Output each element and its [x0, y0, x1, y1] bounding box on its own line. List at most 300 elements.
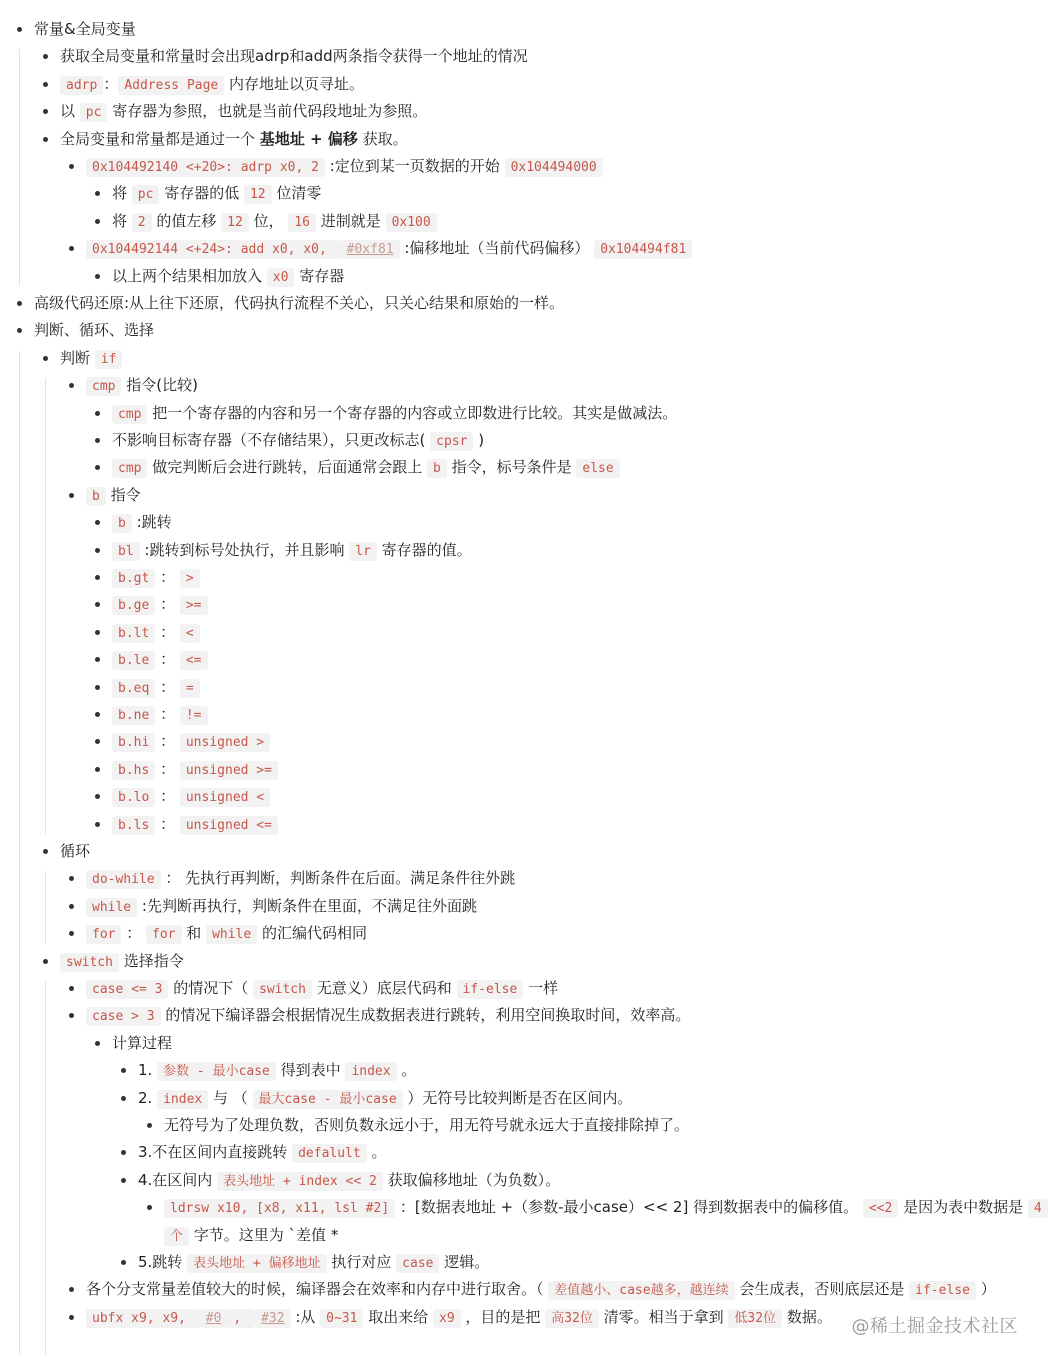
plain-text: ：	[121, 924, 147, 943]
list-item	[0, 317, 1050, 344]
inline-code: b.ne	[112, 706, 155, 725]
list-item	[0, 290, 1050, 317]
list-item	[0, 153, 1050, 180]
plain-text: ：	[155, 650, 180, 669]
plain-text: 一样	[523, 979, 559, 997]
bullet-icon	[95, 274, 100, 279]
bullet-icon	[69, 1287, 74, 1292]
plain-text: 高级代码还原:从上往下还原，代码执行流程不关心，只关心结果和原始的一样。	[34, 294, 565, 312]
list-item	[0, 263, 1050, 290]
inline-code: lr	[349, 542, 377, 561]
item-text	[60, 838, 90, 865]
item-text	[112, 537, 472, 565]
item-text	[138, 1085, 632, 1113]
plain-text: 全局变量和常量都是通过一个	[60, 129, 260, 148]
plain-text: 取出来给	[363, 1307, 433, 1326]
item-text	[112, 400, 677, 428]
item-text	[112, 811, 278, 839]
list-item	[0, 345, 1050, 372]
plain-text: 获取偏移地址（为负数）。	[382, 1170, 561, 1189]
inline-code: 差值越小、case越多，越连续	[548, 1281, 734, 1300]
plain-text: 字节。这里为 `差值 *	[189, 1225, 339, 1244]
item-text	[112, 674, 200, 702]
bullet-icon	[43, 82, 48, 87]
plain-text: 4.在区间内	[138, 1170, 218, 1189]
plain-text: 执行对应	[326, 1253, 397, 1271]
inline-code: if-else	[457, 980, 524, 999]
inline-code: 个	[164, 1227, 189, 1246]
plain-text: 会生成表，否则底层还是	[734, 1280, 910, 1299]
inline-code: 低32位	[728, 1309, 782, 1328]
list-item	[0, 646, 1050, 673]
item-text	[60, 345, 122, 373]
list-item	[0, 180, 1050, 207]
item-text	[112, 783, 270, 811]
plain-text: 做完判断后会进行跳转，后面通常会跟上	[147, 458, 428, 477]
plain-text: ：	[155, 787, 180, 806]
item-text	[60, 43, 528, 70]
bullet-icon	[95, 602, 100, 607]
indent-guide	[45, 981, 46, 1355]
plain-text: ：	[155, 759, 180, 778]
bullet-icon	[69, 876, 74, 881]
inline-code: case > 3	[86, 1007, 161, 1026]
inline-code: b.hs	[112, 761, 155, 780]
item-text	[112, 591, 208, 619]
item-text	[34, 317, 154, 344]
list-item	[0, 728, 1050, 755]
bullet-icon	[95, 822, 100, 827]
inline-code: while	[206, 925, 257, 944]
list-item	[0, 509, 1050, 536]
plain-text: 将	[112, 211, 132, 230]
inline-code: if	[95, 350, 123, 369]
item-text	[112, 728, 270, 756]
bullet-icon	[43, 959, 48, 964]
list-item	[0, 1057, 1050, 1084]
inline-code: do-while	[86, 870, 161, 889]
inline-code: unsigned >=	[180, 761, 278, 780]
plain-text: ：	[155, 595, 180, 614]
list-item	[0, 235, 1050, 262]
item-text	[112, 619, 200, 647]
plain-text: 寄存器	[294, 266, 345, 285]
inline-code: ubfx x9, x9,	[86, 1309, 200, 1328]
item-text	[112, 427, 484, 455]
inline-link[interactable]: #0	[200, 1309, 228, 1328]
inline-code: case <= 3	[86, 980, 168, 999]
list-item	[0, 208, 1050, 235]
plain-text: 5.跳转	[138, 1253, 188, 1271]
list-item	[0, 454, 1050, 481]
inline-code: >=	[180, 596, 208, 615]
inline-code: unsigned <	[180, 788, 270, 807]
plain-text: )	[473, 431, 485, 449]
bullet-icon	[95, 657, 100, 662]
inline-code: adrp	[60, 76, 103, 95]
bullet-icon	[95, 438, 100, 443]
inline-code: 最大case - 最小case	[253, 1090, 403, 1109]
plain-text: 进制就是	[316, 211, 386, 230]
item-text	[112, 756, 278, 784]
inline-code: if-else	[909, 1281, 976, 1300]
inline-code: b.ge	[112, 596, 155, 615]
inline-link[interactable]: #32	[255, 1309, 290, 1328]
bullet-icon	[121, 1178, 126, 1183]
list-item	[0, 71, 1050, 98]
inline-code: b	[427, 459, 447, 478]
plain-text: 。	[366, 1143, 387, 1162]
plain-text: 数据。	[782, 1307, 832, 1326]
inline-code: b.le	[112, 651, 155, 670]
plain-text: 计算过程	[112, 1033, 173, 1052]
list-item	[0, 1139, 1050, 1166]
inline-code: 0x104492140 <+20>: adrp x0, 2	[86, 158, 325, 177]
inline-code: <	[180, 624, 200, 643]
item-text	[138, 1167, 560, 1195]
bullet-icon	[121, 1260, 126, 1265]
plain-text: 指令(比较)	[121, 376, 198, 395]
item-text	[86, 482, 141, 510]
plain-text: ，目的是把	[460, 1307, 546, 1326]
inline-code: 0x104494f81	[594, 240, 692, 259]
list-item	[0, 482, 1050, 509]
plain-text: 判断、循环、选择	[34, 321, 155, 340]
plain-text: 的情况下编译器会根据情况生成数据表进行跳转，利用空间换取时间，效率高。	[160, 1006, 691, 1025]
bullet-icon	[95, 548, 100, 553]
list-item	[0, 400, 1050, 427]
item-text	[60, 948, 184, 976]
item-text	[112, 701, 208, 729]
plain-text: 清零。相当于拿到	[598, 1307, 729, 1326]
inline-code: else	[576, 459, 619, 478]
bullet-icon	[43, 54, 48, 59]
inline-code: ,	[227, 1309, 255, 1328]
plain-text: :定位到某一页数据的开始	[324, 157, 505, 175]
bullet-icon	[95, 767, 100, 772]
plain-text: 寄存器的值。	[376, 540, 472, 559]
list-item	[0, 1222, 1050, 1249]
list-item	[0, 674, 1050, 701]
inline-code: cmp	[86, 377, 121, 396]
inline-code: b.eq	[112, 679, 155, 698]
plain-text: ）无符号比较判断是否在区间内。	[402, 1088, 633, 1107]
item-text	[86, 1002, 690, 1030]
inline-code: b.lo	[112, 788, 155, 807]
plain-text: 各个分支常量差值较大的时候，编译器会在效率和内存中进行取舍。（	[86, 1280, 549, 1299]
inline-code: 2	[132, 213, 152, 232]
list-item	[0, 948, 1050, 975]
bullet-icon	[147, 1205, 152, 1210]
bullet-icon	[69, 493, 74, 498]
inline-code: index	[157, 1090, 208, 1109]
bullet-icon	[69, 1013, 74, 1018]
plain-text: 寄存器的低	[159, 184, 244, 203]
list-item	[0, 920, 1050, 947]
bullet-icon	[43, 849, 48, 854]
inline-code: unsigned <=	[180, 816, 278, 835]
plain-text: 选择指令	[118, 951, 184, 970]
plain-text: ： 先执行再判断，判断条件在后面。满足条件往外跳	[160, 869, 516, 888]
plain-text: 将	[112, 184, 132, 203]
inline-code: 参数 - 最小case	[157, 1062, 276, 1081]
plain-text: 指令	[105, 485, 141, 504]
inline-code: 表头地址 + 偏移地址	[187, 1254, 326, 1273]
bold-text: 基地址 + 偏移	[259, 129, 358, 148]
plain-text: :跳转	[131, 513, 172, 532]
bullet-icon	[121, 1096, 126, 1101]
list-item	[0, 427, 1050, 454]
item-text	[112, 646, 208, 674]
plain-text: 的情况下（	[168, 979, 253, 997]
inline-code: cpsr	[430, 432, 473, 451]
plain-text: 获取全局变量和常量时会出现adrp和add两条指令获得一个地址的情况	[60, 47, 528, 66]
bullet-icon	[17, 301, 22, 306]
plain-text: :从	[290, 1307, 321, 1326]
list-item	[0, 1276, 1050, 1303]
plain-text: ：	[155, 677, 180, 696]
list-item	[0, 1002, 1050, 1029]
bullet-icon	[43, 356, 48, 361]
plain-text: ：	[155, 705, 180, 723]
bullet-icon	[95, 520, 100, 525]
item-text	[112, 509, 172, 537]
item-text	[112, 180, 321, 208]
inline-code: bl	[112, 542, 140, 561]
inline-code: 12	[221, 213, 249, 232]
item-text	[86, 1276, 996, 1304]
list-item	[0, 564, 1050, 591]
item-text	[34, 16, 136, 43]
plain-text: 。	[396, 1061, 417, 1080]
plain-text: ：	[103, 74, 119, 93]
bullet-icon	[95, 219, 100, 224]
list-item	[0, 591, 1050, 618]
inline-code: 0x104492144 <+24>: add x0, x0,	[86, 240, 341, 259]
bullet-icon	[69, 1315, 74, 1320]
bullet-icon	[95, 630, 100, 635]
inline-code: 0x104494000	[505, 158, 603, 177]
list-item	[0, 1085, 1050, 1112]
plain-text: 位，	[248, 211, 289, 230]
item-text	[164, 1194, 1048, 1222]
plain-text: :先判断再执行，判断条件在里面，不满足往外面跳	[137, 896, 477, 915]
list-item	[0, 619, 1050, 646]
plain-text: 是因为表中数据是	[898, 1198, 1028, 1217]
inline-code: b.gt	[112, 569, 155, 588]
inline-code: defalult	[292, 1144, 367, 1163]
inline-code: unsigned >	[180, 733, 270, 752]
inline-code: b.hi	[112, 733, 155, 752]
item-text	[138, 1139, 387, 1167]
item-text	[86, 153, 603, 181]
list-item	[0, 1194, 1050, 1221]
bullet-icon	[95, 465, 100, 470]
bullet-icon	[69, 904, 74, 909]
inline-code: ldrsw x10, [x8, x11, lsl #2]	[164, 1199, 395, 1218]
item-text	[86, 893, 477, 921]
bullet-icon	[95, 794, 100, 799]
plain-text: 无符号为了处理负数，否则负数永远小于，用无符号就永远大于直接排除掉了。	[164, 1116, 690, 1134]
bullet-icon	[69, 383, 74, 388]
plain-text: ：[数据表地址 +（参数-最小case）<< 2] 得到数据表中的偏移值。	[395, 1198, 863, 1217]
watermark: @稀土掘金技术社区	[851, 1316, 1018, 1337]
list-item	[0, 975, 1050, 1002]
inline-code: index	[345, 1062, 396, 1081]
item-text	[86, 1304, 832, 1332]
bullet-icon	[95, 411, 100, 416]
inline-code: 表头地址 + index << 2	[217, 1172, 383, 1191]
inline-code: 高32位	[545, 1309, 599, 1328]
bullet-icon	[121, 1068, 126, 1073]
plain-text: 1.	[138, 1061, 158, 1080]
bullet-icon	[95, 712, 100, 717]
item-text	[138, 1249, 489, 1277]
inline-code: !=	[180, 706, 208, 725]
inline-code: 0~31	[320, 1309, 363, 1328]
plain-text: 判断	[60, 348, 95, 367]
item-text	[112, 208, 437, 236]
plain-text: 获取。	[357, 129, 408, 148]
list-item	[0, 756, 1050, 783]
plain-text: 常量&全局变量	[34, 20, 136, 38]
inline-code: 12	[244, 185, 272, 204]
bullet-icon	[43, 137, 48, 142]
plain-text: ：	[155, 622, 180, 641]
inline-code: <=	[180, 651, 208, 670]
list-item	[0, 783, 1050, 810]
inline-code: Address Page	[118, 76, 224, 95]
plain-text: 与 （	[208, 1088, 253, 1107]
item-text	[60, 71, 364, 99]
bullet-icon	[17, 328, 22, 333]
item-text	[164, 1222, 338, 1250]
plain-text: ：	[155, 814, 180, 833]
list-item	[0, 98, 1050, 125]
item-text	[86, 920, 367, 948]
bullet-icon	[69, 164, 74, 169]
inline-code: b	[86, 487, 106, 506]
inline-code: 16	[288, 213, 316, 232]
plain-text: 以上两个结果相加放入	[112, 266, 267, 285]
list-item	[0, 537, 1050, 564]
indent-guide	[19, 351, 20, 1355]
bullet-icon	[95, 1041, 100, 1046]
bullet-icon	[95, 575, 100, 580]
bullet-icon	[43, 109, 48, 114]
plain-text: 3.不在区间内直接跳转	[138, 1143, 293, 1162]
plain-text: 循环	[60, 842, 91, 860]
list-item	[0, 701, 1050, 728]
plain-text: 以	[60, 102, 80, 121]
bullet-icon	[69, 931, 74, 936]
inline-code: 0x100	[386, 213, 437, 232]
inline-code: >	[180, 569, 200, 588]
list-item	[0, 893, 1050, 920]
inline-code: b	[112, 514, 132, 533]
item-text	[34, 290, 564, 317]
inline-code: 4	[1028, 1199, 1048, 1218]
list-item	[0, 1167, 1050, 1194]
list-item	[0, 811, 1050, 838]
plain-text: 位清零	[271, 184, 322, 203]
inline-code: while	[86, 898, 137, 917]
inline-code: x9	[433, 1309, 461, 1328]
list-item	[0, 372, 1050, 399]
bullet-icon	[147, 1123, 152, 1128]
plain-text: ：	[155, 732, 180, 751]
list-item	[0, 16, 1050, 43]
list-item	[0, 1030, 1050, 1057]
inline-code: cmp	[112, 459, 147, 478]
item-text	[86, 235, 692, 263]
plain-text: 无意义）底层代码和	[311, 979, 457, 997]
list-item	[0, 838, 1050, 865]
plain-text: 逻辑。	[439, 1253, 490, 1271]
item-text	[86, 865, 515, 893]
plain-text: ）	[975, 1280, 996, 1299]
bullet-icon	[17, 27, 22, 32]
inline-code: switch	[60, 953, 119, 972]
inline-link[interactable]: #0xf81	[341, 240, 400, 259]
indent-guide	[45, 378, 46, 834]
item-text	[60, 126, 408, 153]
indent-guide	[45, 871, 46, 943]
plain-text: :偏移地址（当前代码偏移）	[399, 239, 595, 258]
plain-text: 不影响目标寄存器（不存储结果），只更改标志(	[112, 431, 431, 449]
plain-text: 的值左移	[151, 211, 222, 230]
plain-text: 内存地址以页寻址。	[224, 74, 365, 93]
item-text	[112, 564, 200, 592]
inline-code: =	[180, 679, 200, 698]
bullet-icon	[95, 739, 100, 744]
bullet-icon	[121, 1150, 126, 1155]
inline-code: pc	[80, 103, 108, 122]
plain-text: 指令，标号条件是	[446, 458, 577, 477]
plain-text: ：	[155, 568, 180, 586]
item-text	[86, 372, 198, 400]
list-item	[0, 1112, 1050, 1139]
item-text	[138, 1057, 416, 1085]
inline-code: for	[146, 925, 181, 944]
plain-text: 和	[181, 924, 207, 943]
list-item	[0, 43, 1050, 70]
bullet-icon	[95, 191, 100, 196]
list-item	[0, 1249, 1050, 1276]
plain-text: 2.	[138, 1088, 158, 1107]
inline-code: b.ls	[112, 816, 155, 835]
inline-code: for	[86, 925, 121, 944]
indent-guide	[19, 49, 20, 286]
item-text	[164, 1112, 689, 1139]
list-item	[0, 865, 1050, 892]
item-text	[112, 454, 620, 482]
inline-code: switch	[253, 980, 312, 999]
plain-text: 得到表中	[275, 1061, 346, 1080]
item-text	[112, 1030, 172, 1057]
item-text	[112, 263, 344, 291]
inline-code: case	[396, 1254, 439, 1273]
inline-code: cmp	[112, 405, 147, 424]
inline-code: pc	[132, 185, 160, 204]
inline-code: b.lt	[112, 624, 155, 643]
plain-text: 的汇编代码相同	[257, 924, 367, 943]
inline-code: <<2	[863, 1199, 898, 1218]
item-text	[60, 98, 427, 126]
plain-text: 把一个寄存器的内容和另一个寄存器的内容或立即数进行比较。其实是做减法。	[147, 403, 678, 422]
plain-text: :跳转到标号处执行，并且影响	[139, 540, 350, 559]
inline-code: x0	[267, 268, 295, 287]
